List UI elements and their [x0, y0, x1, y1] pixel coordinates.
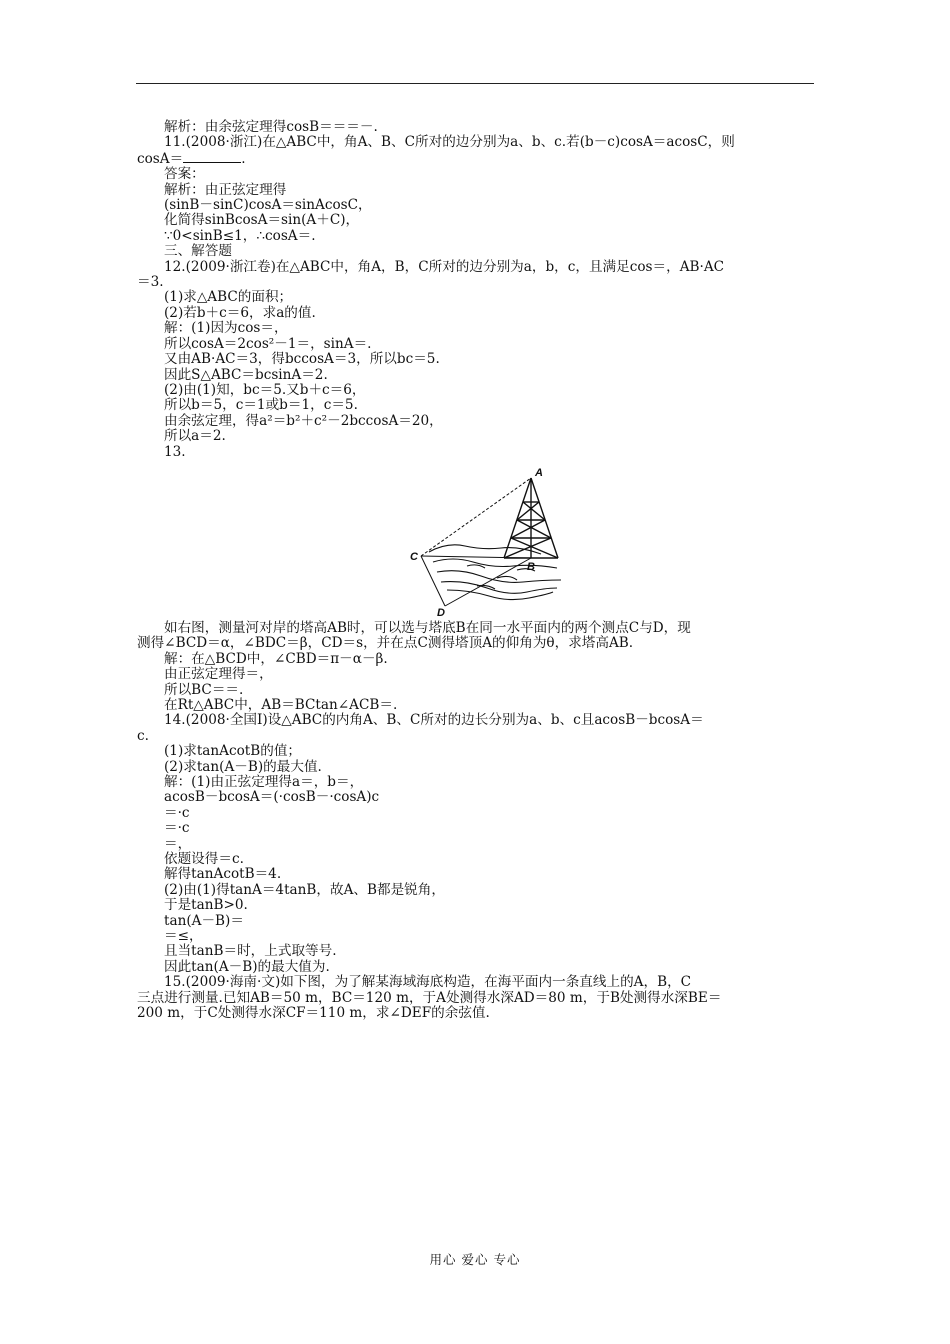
text-line — [137, 321, 815, 336]
line-text: tan(A－B)＝ — [164, 912, 244, 929]
text-line — [137, 667, 815, 682]
line-text: (1)求tanAcotB的值； — [164, 743, 302, 760]
text-line — [137, 445, 815, 460]
line-text: 解：在△BCD中，∠CBD＝π－α－β. — [164, 650, 388, 667]
text-line — [137, 290, 815, 305]
text-line — [137, 414, 815, 429]
text-line — [137, 368, 815, 383]
text-line — [137, 775, 815, 790]
text-line — [137, 167, 815, 182]
text-line — [137, 960, 815, 975]
line-text: 因此tan(A－B)的最大值为. — [164, 958, 330, 975]
text-line — [137, 135, 815, 150]
line-text: (2)求tan(A－B)的最大值. — [164, 758, 322, 775]
text-line — [137, 837, 815, 852]
text-line — [137, 213, 815, 228]
text-line — [137, 821, 815, 836]
line-text: acosB－bcosA＝(·cosB－·cosA)c — [164, 789, 380, 806]
line-text: 所以BC＝＝. — [164, 681, 244, 698]
text-line — [137, 260, 815, 275]
tower-figure — [407, 466, 567, 618]
line-text: 三、解答题 — [164, 243, 232, 260]
text-line — [137, 729, 815, 744]
line-text: 因此S△ABC＝bcsinA＝2. — [164, 366, 328, 383]
text-line — [137, 636, 815, 651]
text-line — [137, 1006, 815, 1021]
text-line — [137, 744, 815, 759]
text-line — [137, 867, 815, 882]
text-line — [137, 914, 815, 929]
text-line — [137, 652, 815, 667]
text-block-1 — [137, 120, 815, 460]
line-text: ＝≤， — [164, 928, 203, 945]
line-text: 12.(2009·浙江卷)在△ABC中，角A，B，C所对的边分别为a，b，c，且满足cos＝，AB·AC — [164, 258, 725, 275]
line-text: 15.(2009·海南·文)如下图，为了解某海域海底构造，在海平面内一条直线上的A，B，C — [164, 974, 692, 991]
header-rule — [136, 83, 814, 84]
line-text: (1)求△ABC的面积； — [164, 289, 293, 306]
text-line — [137, 975, 815, 990]
text-line — [137, 337, 815, 352]
text-line — [137, 944, 815, 959]
text-line — [137, 398, 815, 413]
line-text: (sinB－sinC)cosA＝sinAcosC， — [164, 197, 372, 214]
line-text: 答案： — [164, 166, 205, 183]
answer-blank — [183, 151, 241, 163]
line-text: 解得tanAcotB＝4. — [164, 866, 282, 883]
text-line — [137, 760, 815, 775]
line-text: 解：(1)因为cos＝， — [164, 320, 288, 337]
line-text: cosA＝ — [137, 150, 184, 167]
line-text: 于是tanB>0. — [164, 897, 248, 914]
line-text: 13. — [164, 443, 186, 460]
line-text: ＝·c — [164, 820, 190, 837]
line-text: 依题设得＝c. — [164, 851, 244, 868]
text-line — [137, 883, 815, 898]
line-text: 化简得sinBcosA＝sin(A＋C)， — [164, 212, 360, 229]
line-text: 三点进行测量.已知AB＝50 m，BC＝120 m，于A处测得水深AD＝80 m，于B处测得水深BE＝ — [137, 989, 722, 1006]
line-text: 200 m，于C处测得水深CF＝110 m，求∠DEF的余弦值. — [137, 1005, 490, 1022]
text-line — [137, 383, 815, 398]
line-text: 所以cosA＝2cos²－1＝，sinA＝. — [164, 335, 372, 352]
text-line — [137, 790, 815, 805]
text-line — [137, 713, 815, 728]
tower-diagram — [407, 466, 567, 618]
text-block-2 — [137, 621, 815, 1022]
text-line — [137, 306, 815, 321]
line-text: ∵0<sinB≤1，∴cosA＝. — [164, 227, 316, 244]
line-text: (2)由(1)知，bc＝5.又b＋c＝6， — [164, 381, 366, 398]
line-text: 又由AB·AC＝3，得bccosA＝3，所以bc＝5. — [164, 351, 440, 368]
text-line — [137, 852, 815, 867]
line-suffix: . — [241, 150, 246, 167]
text-line — [137, 151, 815, 167]
line-text: 解：(1)由正弦定理得a＝，b＝， — [164, 774, 364, 790]
text-line — [137, 244, 815, 259]
line-text: (2)若b＋c＝6，求a的值. — [164, 304, 316, 321]
label-c: C — [410, 550, 418, 563]
line-text: 由余弦定理，得a²＝b²＋c²－2bccosA＝20， — [164, 412, 443, 429]
label-d: D — [437, 606, 445, 618]
line-text: (2)由(1)得tanA＝4tanB，故A、B都是锐角， — [164, 881, 445, 898]
line-text: ＝·c — [164, 804, 190, 821]
line-text: 所以a＝2. — [164, 428, 226, 445]
line-text: 且当tanB＝时，上式取等号. — [164, 943, 337, 960]
text-line — [137, 683, 815, 698]
line-text: c. — [137, 727, 149, 744]
text-line — [137, 352, 815, 367]
text-line — [137, 991, 815, 1006]
line-text: 14.(2008·全国Ⅰ)设△ABC的内角A、B、C所对的边长分别为a、b、c且acosB－bcosA＝ — [164, 712, 704, 729]
line-text: 在Rt△ABC中，AB＝BCtan∠ACB＝. — [164, 696, 398, 713]
line-text: 11.(2008·浙江)在△ABC中，角A、B、C所对的边分别为a、b、c.若(b－c)cosA＝acosC，则 — [164, 134, 735, 151]
line-text: 测得∠BCD＝α，∠BDC＝β，CD＝s，并在点C测得塔顶A的仰角为θ，求塔高AB. — [137, 635, 634, 652]
text-line — [137, 183, 815, 198]
label-a: A — [535, 466, 543, 479]
text-line — [137, 229, 815, 244]
text-line — [137, 898, 815, 913]
line-text: 如右图，测量河对岸的塔高AB时，可以选与塔底B在同一水平面内的两个测点C与D，现 — [164, 619, 691, 636]
page-footer: 用心 爱心 专心 — [429, 1252, 521, 1267]
line-text: 由正弦定理得＝， — [164, 666, 273, 683]
text-line — [137, 429, 815, 444]
label-b: B — [527, 560, 535, 573]
document-body — [137, 120, 815, 1022]
line-text: 所以b＝5，c＝1或b＝1，c＝5. — [164, 397, 358, 414]
text-line — [137, 198, 815, 213]
line-text: 解析：由余弦定理得cosB＝＝＝－. — [164, 119, 378, 135]
text-line — [137, 806, 815, 821]
line-text: ＝3. — [137, 274, 164, 291]
line-text: 解析：由正弦定理得 — [164, 181, 287, 198]
line-text: ＝， — [164, 835, 192, 852]
